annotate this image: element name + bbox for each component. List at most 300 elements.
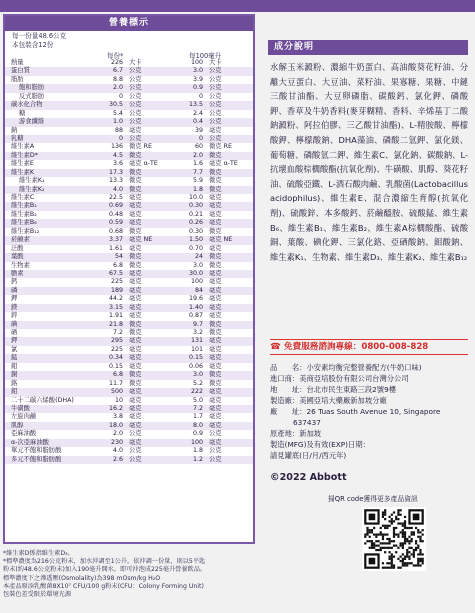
per-serving-unit: 毫克 [129,413,142,421]
per-100ml-unit: 毫克 [209,303,222,311]
per-serving-value: 1.0 [112,118,123,126]
manufacturer-value: 台北市民生東路三段2號9樓 [306,385,397,394]
nutrition-row [5,456,253,464]
nutrient-name: 糖 [19,109,26,117]
nutrient-name: 鈉 [11,126,18,134]
per-100ml-value: 0 [198,134,203,142]
manufacturer-value: 美國亞培大藥廠新加坡分廠 [299,396,387,405]
per-100ml-unit: 毫克 [209,345,222,353]
per-100ml-value: 222 [190,388,203,396]
per-serving-unit: 毫克 [129,337,142,345]
per-100ml-value: 60 [194,143,203,151]
per-100ml-value: 13.5 [188,101,203,109]
per-100ml-value: 100 [190,278,203,286]
per-100ml-unit: 公克 [209,118,222,126]
per-100ml-value: 100 [190,59,203,66]
nutrient-name: 乳糖 [11,134,24,142]
nutrient-name: 維生素E [11,160,34,168]
per-100ml-unit: 公克 [209,109,222,117]
per-100ml-unit: 毫克 [209,362,222,370]
per-serving-unit: 公克 [129,447,142,455]
manufacturer-key: 進口商： [270,374,300,383]
manufacturer-value: 26 Tuas South Avenue 10, Singapore [306,407,441,416]
per-100ml-value: 3.0 [192,261,203,269]
servings-per-package: 本包裝含12份 [12,41,54,49]
nutrient-name: 銅 [11,371,18,379]
nutrition-row [5,321,253,329]
nutrition-row [5,388,253,396]
per-100ml-unit: 微克 [209,379,222,387]
per-serving-unit: 毫克 [129,286,142,294]
per-serving-value: 3.15 [108,303,123,311]
per-100ml-value: 3.0 [192,67,203,75]
per-100ml-unit: 公克 [209,84,222,92]
per-serving-unit: 微克 [129,371,142,379]
per-100ml-value: 3.0 [192,371,203,379]
nutrient-name: 維生素A [11,143,35,151]
manufacturer-key: 製造廠： [270,396,300,405]
per-serving-value: 67.5 [108,269,123,277]
manufacturer-line [270,395,470,406]
per-serving-value: 2.0 [112,430,123,438]
nutrition-row [5,304,253,312]
per-100ml-value: 1.8 [192,185,203,193]
serving-size: 每一份量48.6公克 [12,32,67,40]
nutrition-row [5,287,253,295]
nutrition-row [5,447,253,455]
manufacturer-line [270,362,470,373]
per-100ml-value: 19.6 [188,295,203,303]
per-serving-value: 3.37 [108,236,123,244]
per-100ml-value: 30.0 [188,269,203,277]
nutrition-row [5,354,253,362]
per-100ml-value: 5.0 [192,396,203,404]
manufacturer-line [270,406,470,417]
nutrient-name: 鉬 [11,362,18,370]
nutrient-name: 二十二碳六烯酸(DHA) [11,396,74,404]
per-100ml-unit: 毫克 [209,421,222,429]
per-serving-unit: 毫克 [129,202,142,210]
nutrient-name: 鈣 [11,278,18,286]
per-100ml-unit: 微克 [209,177,222,185]
manufacturer-line [270,417,470,428]
per-serving-value: 0.69 [108,202,123,210]
manufacturer-key: 地 址： [270,385,307,394]
per-100ml-value: 0.70 [188,244,203,252]
per-100ml-unit: 微克 [209,253,222,261]
per-100ml-unit: 毫克 [209,269,222,277]
per-100ml-unit: 公克 [209,430,222,438]
per-serving-value: 6.8 [112,371,123,379]
per-serving-unit: 毫克 [129,404,142,412]
nutrition-row [5,262,253,270]
per-100ml-value: 101 [190,345,203,353]
per-serving-unit: 毫克 [129,345,142,353]
per-100ml-unit: 微克 [209,185,222,193]
nutrient-name: 碳水化合物 [11,101,43,109]
per-100ml-value: 0.26 [188,219,203,227]
nutrient-name: 亞麻油酸 [11,430,37,438]
nutrition-row [5,143,253,151]
per-100ml-unit: 毫克 [209,244,222,252]
per-serving-value: 16.2 [108,404,123,412]
per-serving-unit: 毫克 [129,354,142,362]
nutrient-name: 鉀 [11,295,18,303]
nutrition-row [5,93,253,101]
per-serving-unit: 毫克 [129,421,142,429]
per-100ml-unit: 微克 [209,261,222,269]
per-serving-value: 0.59 [108,219,123,227]
per-serving-unit: 公克 [129,75,142,83]
nutrient-name: 氯 [11,345,18,353]
copyright: ©2022 Abbott [270,472,347,483]
per-serving-unit: 毫克 [129,303,142,311]
per-serving-value: 18.0 [108,421,123,429]
per-100ml-value: 1.50 [188,236,203,244]
per-100ml-unit: 微克 RE [209,143,232,151]
hotline[interactable] [270,339,468,355]
per-serving-value: 225 [110,345,123,353]
per-100ml-value: 100 [190,438,203,446]
nutrient-name: 飽和脂肪 [19,84,45,92]
per-serving-unit: 微克 [129,320,142,328]
nutrient-name: 鉀 [11,337,18,345]
nutrition-column-header [5,49,253,59]
nutrient-name: α-次亞麻油酸 [11,438,49,446]
manufacturer-line [270,428,470,439]
per-serving-unit: 公克 [129,92,142,100]
nutrition-row [5,413,253,421]
per-serving-value: 4.0 [112,185,123,193]
per-100ml-unit: 微克 [209,371,222,379]
per-serving-unit: 公克 [129,101,142,109]
per-100ml-unit: 大卡 [209,59,222,66]
manufacturer-key: 品 名： [270,363,307,372]
ingredients-title: 成分說明 [268,40,468,55]
per-serving-unit: 公克 [129,67,142,75]
per-100ml-unit: 微克 [209,329,222,336]
nutrient-name: 磷 [11,286,18,294]
per-serving-value: 6.7 [112,67,123,75]
per-serving-value: 0 [118,92,123,100]
per-100ml-value: 3.2 [192,329,203,336]
nutrition-row [5,363,253,371]
per-100ml-unit: 公克 [209,67,222,75]
per-serving-value: 225 [110,278,123,286]
nutrition-row [5,253,253,261]
nutrient-name: 蛋白質 [11,67,30,75]
nutrition-table [5,59,253,464]
nutrition-row [5,295,253,303]
nutrient-name: 維生素B₁ [11,202,37,210]
nutrient-name: 鋅 [11,312,18,320]
per-100ml-value: 1.8 [192,447,203,455]
manufacturer-key: 原產地： [270,429,300,438]
per-100ml-unit: 毫克 [209,413,222,421]
per-serving-value: 2.0 [112,84,123,92]
nutrient-name: 牛磺酸 [11,404,30,412]
per-serving-unit: 公克 [129,84,142,92]
per-serving-value: 0.34 [108,354,123,362]
per-100ml-value: 1.2 [192,455,203,463]
per-100ml-unit: 毫克 [209,286,222,294]
per-serving-value: 0.68 [108,227,123,235]
per-serving-unit: 微克 [129,253,142,261]
per-100ml-value: 5.2 [192,379,203,387]
nutrient-name: 鎂 [11,303,18,311]
per-100ml-unit: 微克 [209,227,222,235]
manufacturer-key: 請見罐底(日/月/西元年) [270,451,347,460]
qr-code[interactable] [362,507,426,571]
per-serving-unit: 毫克 [129,194,142,201]
per-100ml-unit: 公克 [209,75,222,83]
manufacturer-line [270,373,470,384]
per-100ml-unit: 毫克 [209,337,222,345]
per-serving-value: 1.91 [108,312,123,320]
per-100ml-unit: 毫克 [209,354,222,362]
per-serving-unit: 微克 [129,329,142,336]
per-100ml-unit: 毫克 NE [209,236,233,244]
per-serving-unit: 公克 [129,109,142,117]
nutrient-name: 碘 [11,320,18,328]
per-100ml-value: 0.30 [188,202,203,210]
nutrient-name: 菸鹼素 [11,236,30,244]
nutrient-name: 硒 [11,329,18,336]
per-serving-unit: 毫克 [129,219,142,227]
manufacturer-value: 新加坡 [299,429,322,438]
per-serving-unit: 毫克 [129,269,142,277]
per-100ml-value: 0 [198,92,203,100]
manufacturer-line [270,439,470,450]
nutrient-name: 泛酸 [11,244,24,252]
nutrient-name: 鉻 [11,379,18,387]
nutrition-row [5,439,253,447]
per-serving-unit: 公克 [129,455,142,463]
per-serving-unit: 毫克 [129,388,142,396]
qr-caption: 掃QR code獲得更多產品資訊 [328,495,418,503]
per-serving-unit: 毫克 [129,295,142,303]
nutrition-row [5,118,253,126]
manufacturer-line [270,450,470,461]
per-100ml-unit: 公克 [209,134,222,142]
per-serving-unit: 微克 [129,227,142,235]
per-100ml-value: 0.30 [188,227,203,235]
footnote-line: *標準濃度為216公克粉末，加水沖調至1公升。依沖調一份量，則以5平匙 [3,558,206,566]
per-serving-value: 21.8 [108,320,123,328]
nutrient-name: 維生素B₂ [11,210,37,218]
per-100ml-value: 2.4 [192,109,203,117]
nutrition-row [5,397,253,405]
nutrition-row [5,110,253,118]
manufacturer-value: 小安素均衡完整營養配方(牛奶口味) [306,363,422,372]
nutrition-footnotes [3,550,258,599]
per-100ml-value: 39 [194,126,203,134]
nutrition-row [5,228,253,236]
nutrition-row [5,169,253,177]
nutrition-row [5,101,253,109]
per-100ml-unit: 公克 [209,92,222,100]
per-100ml-value: 2.0 [192,151,203,159]
nutrient-name: 多元不飽和脂肪酸 [11,455,62,463]
per-serving-value: 226 [110,59,123,66]
per-100ml-unit: 毫克 [209,202,222,210]
per-serving-unit: 毫克 [129,126,142,134]
footnote-line: 標準濃度下之滲透壓(Osmolality)為398 mOsm/kg H₂O [3,574,161,582]
nutrient-name: 生物素 [11,261,30,269]
manufacturer-line [270,384,470,395]
per-serving-unit: 微克 [129,261,142,269]
nutrient-name: 脂肪 [11,75,24,83]
per-serving-value: 2.6 [112,455,123,463]
per-serving-value: 7.2 [112,329,123,336]
per-serving-unit: 毫克 NE [129,236,153,244]
per-100ml-unit: 微克 [209,168,222,176]
footnote-line: 本產品原添乳酸菌8X10⁷ CFU/100 g粉末(CFU：Colony Forming Unit) [3,582,204,590]
nutrition-row [5,67,253,75]
nutrition-row [5,337,253,345]
per-serving-value: 0 [118,134,123,142]
manufacturer-value: 美商亞培股份有限公司台灣分公司 [299,374,409,383]
footnote-line: *維生素D係指維生素D₃。 [3,550,74,557]
per-serving-unit: 毫克 [129,244,142,252]
per-serving-unit: 毫克 α-TE [129,160,158,168]
footnote-line: 粉末(約48.6公克粉末)加入190毫升開水，即可沖泡成225毫升營養飲品。 [3,566,207,574]
per-100ml-unit: 公克 [209,101,222,109]
per-100ml-value: 1.40 [188,303,203,311]
per-100ml-unit: 毫克 [209,396,222,404]
per-100ml-value: 0.87 [188,312,203,320]
top-banner [0,0,475,12]
per-serving-unit: 毫克 [129,210,142,218]
nutrient-name: 葉酸 [11,253,24,261]
per-serving-value: 189 [110,286,123,294]
per-100ml-unit: 毫克 [209,126,222,134]
per-serving-unit: 公克 [129,134,142,142]
nutrient-name: 單元不飽和脂肪酸 [11,447,62,455]
nutrition-facts-panel [3,14,255,544]
per-serving-unit: 微克 [129,168,142,176]
per-100ml-value: 9.7 [192,320,203,328]
phone-icon: ☎ [270,342,281,352]
manufacturer-key: 廠 址： [270,407,307,416]
per-serving-unit: 微克 RE [129,143,152,151]
per-100ml-unit: 毫克 [209,219,222,227]
per-serving-value: 6.8 [112,261,123,269]
nutrition-row [5,84,253,92]
nutrient-name: 維生素D* [11,151,38,159]
nutrition-row [5,219,253,227]
nutrition-row [5,186,253,194]
per-serving-value: 3.6 [112,160,123,168]
nutrition-row [5,160,253,168]
nutrient-name: 錳 [11,354,18,362]
per-serving-value: 54 [114,253,123,261]
per-serving-value: 295 [110,337,123,345]
nutrient-name: 維生素C [11,194,35,201]
per-serving-value: 11.7 [108,379,123,387]
nutrient-name: 鉬 [11,388,18,396]
per-serving-unit: 毫克 [129,312,142,320]
per-serving-value: 88 [114,126,123,134]
per-100ml-value: 10.0 [188,194,203,201]
per-serving-value: 4.5 [112,151,123,159]
nutrition-row [5,422,253,430]
nutrient-name: 反式脂肪 [19,92,45,100]
nutrient-name: 維生素B₁₂ [11,227,40,235]
per-serving-value: 0.48 [108,210,123,218]
per-serving-unit: 毫克 [129,362,142,370]
nutrition-row [5,152,253,160]
nutrition-row [5,371,253,379]
per-serving-value: 500 [110,388,123,396]
per-serving-value: 30.5 [108,101,123,109]
per-serving-value: 22.5 [108,194,123,201]
per-100ml-value: 7.2 [192,404,203,412]
per-serving-unit: 微克 [129,185,142,193]
per-serving-unit: 微克 [129,177,142,185]
per-100ml-value: 1.6 [192,160,203,168]
per-serving-unit: 毫克 [129,278,142,286]
per-serving-value: 3.8 [112,413,123,421]
nutrient-name: 維生素K₂ [19,185,45,193]
nutrition-row [5,236,253,244]
nutrition-row [5,245,253,253]
per-100ml-value: 3.9 [192,75,203,83]
per-100ml-unit: 微克 [209,151,222,159]
manufacturer-info [270,362,470,461]
per-100ml-value: 131 [190,337,203,345]
nutrition-row [5,202,253,210]
per-100ml-value: 5.9 [192,177,203,185]
nutrition-row [5,177,253,185]
nutrition-row [5,312,253,320]
per-100ml-unit: 毫克 [209,312,222,320]
per-serving-unit: 微克 [129,379,142,387]
per-100ml-unit: 公克 [209,455,222,463]
per-100ml-unit: 毫克 [209,438,222,446]
per-100ml-unit: 微克 [209,320,222,328]
per-serving-unit: 大卡 [129,59,142,66]
per-serving-value: 5.4 [112,109,123,117]
per-serving-unit: 公克 [129,430,142,438]
ingredients-text: 水解玉米澱粉、濃縮牛奶蛋白、高油酸葵花籽油、分離大豆蛋白、大豆油、菜籽油、果寡糖、果糖、中鏈三酸甘油酯、大豆卵磷脂、碳酸鈣、氯化鉀、磷酸鉀、香草及牛奶香料(麥芽糊精、香料、辛烯基丁二酸鈉澱粉、阿拉伯膠、三乙酸甘油酯)、L-精胺酸、檸檬酸鉀、檸檬酸鈉、DHA藻油、磷酸二氫鉀、氯化鎂、葡萄糖、磷酸氫二鉀、維生素C、氯化鈉、碳酸鈉、L-抗壞血酸棕櫚酸酯(抗氧化劑)、牛磺酸、肌醇、葵花籽油、硫酸亞鐵、L-酒石酸肉鹼、乳酸菌(Lactobacillus acidophilus)、維生素E、混合濃縮生育醇(抗氧化劑)、硫酸鋅、本多酸鈣、菸鹼醯胺、硫酸錳、維生素B₆、維生素B₁、維生素B₂、維生素A棕櫚酸酯、硫酸銅、葉酸、碘化鉀、三氯化鉻、亞硒酸鈉、鉬酸鈉、維生素K₁、生物素、維生素D₃、維生素K₂、維生素B₁₂ [270,62,468,262]
nutrient-name: 左旋肉鹼 [11,413,37,421]
per-serving-value: 230 [110,438,123,446]
per-serving-unit: 毫克 [129,438,142,446]
nutrient-name: 維生素K [11,168,35,176]
per-100ml-value: 0.21 [188,210,203,218]
nutrient-name: 維生素K₁ [19,177,45,185]
nutrient-name: 膽素 [11,269,24,277]
per-100ml-value: 84 [194,286,203,294]
nutrient-name: 肌醇 [11,421,24,429]
nutrient-name: 維生素B₆ [11,219,37,227]
col-per-serving: 每份* [107,52,124,60]
per-100ml-value: 0.9 [192,84,203,92]
nutrition-row [5,127,253,135]
per-serving-value: 17.3 [108,168,123,176]
per-serving-value: 10 [114,396,123,404]
nutrition-title: 營養標示 [5,16,253,31]
nutrition-row [5,380,253,388]
nutrient-name: 熱量 [11,59,24,66]
per-serving-value: 1.61 [108,244,123,252]
per-100ml-value: 1.7 [192,413,203,421]
per-100ml-value: 0.15 [188,354,203,362]
per-serving-value: 13.3 [108,177,123,185]
per-100ml-value: 0.9 [192,430,203,438]
per-100ml-value: 24 [194,253,203,261]
